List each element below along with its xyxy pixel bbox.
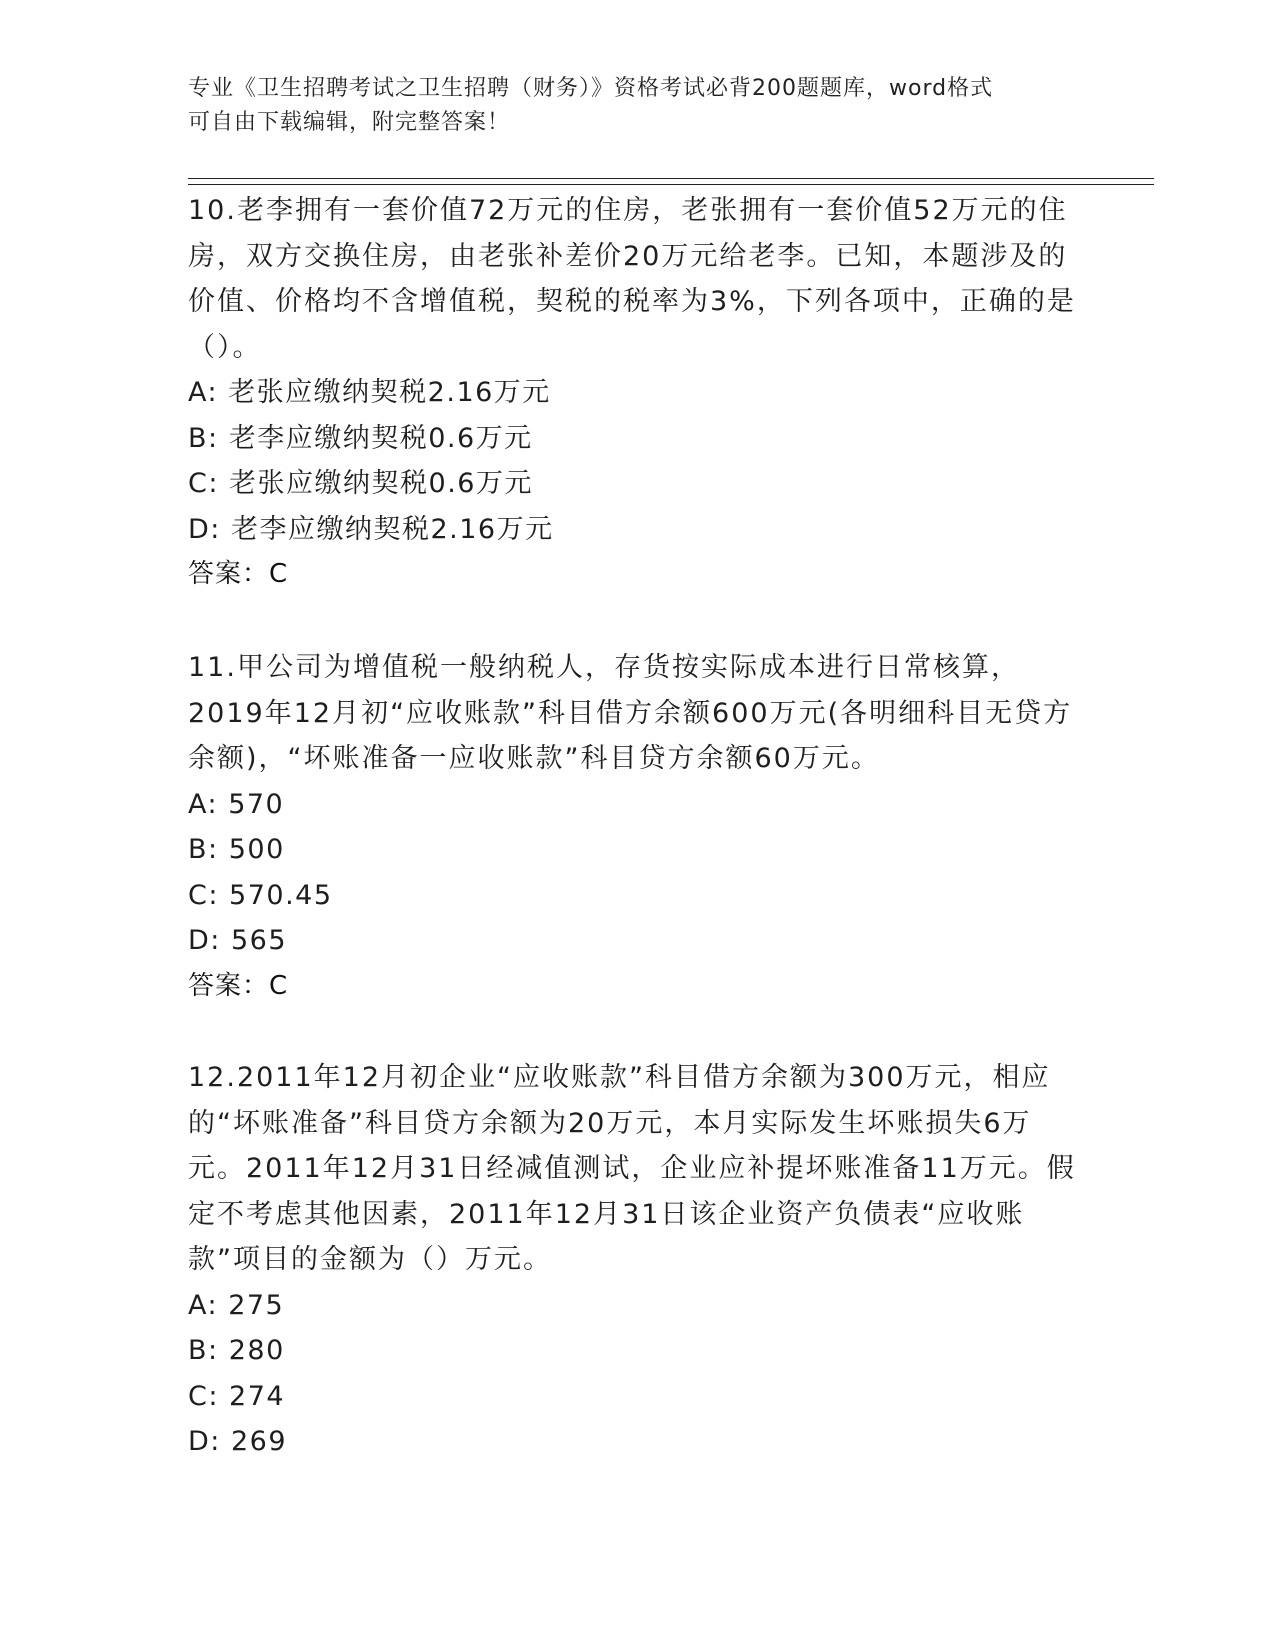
option-key: C: xyxy=(188,468,219,499)
option-key: C: xyxy=(188,879,219,911)
option-a xyxy=(188,370,1078,416)
question-stem: 11.甲公司为增值税一般纳税人，存货按实际成本进行日常核算，2019年12月初“应收账款”科目借方余额600万元(各明细科目无贷方余额)，“坏账准备一应收账款”科目贷方余额60万元。 xyxy=(188,652,1073,774)
question-12 xyxy=(188,1055,1078,1465)
option-key: B: xyxy=(188,422,219,454)
document-header xyxy=(188,72,1068,140)
header-divider-top xyxy=(188,178,1154,179)
option-text: 570 xyxy=(228,788,285,820)
option-b xyxy=(188,416,1078,462)
option-c xyxy=(188,461,1078,507)
option-text: 老李应缴纳契税0.6万元 xyxy=(228,422,533,454)
question-11 xyxy=(188,645,1078,1009)
question-stem: 10.老李拥有一套价值72万元的住房，老张拥有一套价值52万元的住房，双方交换住房，由老张补差价20万元给老李。已知，本题涉及的价值、价格均不含增值税，契税的税率为3%，下列各项中，正确的是（）。 xyxy=(188,195,1076,363)
option-c xyxy=(188,873,1078,919)
option-text: 269 xyxy=(230,1426,288,1457)
option-text: 570.45 xyxy=(229,879,333,911)
option-text: 老张应缴纳契税0.6万元 xyxy=(229,468,533,499)
option-text: 280 xyxy=(228,1335,285,1366)
answer-line: 答案：C xyxy=(188,970,289,1001)
option-text: 老张应缴纳契税2.16万元 xyxy=(228,377,551,408)
option-b xyxy=(188,827,1078,873)
header-title-line2: 可自由下载编辑，附完整答案！ xyxy=(188,110,511,135)
option-d xyxy=(188,1419,1078,1465)
option-text: 275 xyxy=(228,1289,285,1321)
option-text: 274 xyxy=(229,1380,286,1412)
option-d xyxy=(188,918,1078,964)
header-divider-bottom xyxy=(188,184,1154,185)
option-b xyxy=(188,1328,1078,1374)
option-a xyxy=(188,1283,1078,1329)
option-text: 老李应缴纳契税2.16万元 xyxy=(230,513,554,545)
option-key: A: xyxy=(188,377,219,408)
option-text: 565 xyxy=(230,925,288,956)
option-key: D: xyxy=(188,925,221,956)
option-key: A: xyxy=(188,788,219,820)
option-key: C: xyxy=(188,1380,219,1412)
option-a xyxy=(188,782,1078,828)
option-key: D: xyxy=(188,1426,221,1457)
option-key: D: xyxy=(188,513,221,545)
option-d xyxy=(188,507,1078,553)
question-stem: 12.2011年12月初企业“应收账款”科目借方余额为300万元，相应的“坏账准备”科目贷方余额为20万元，本月实际发生坏账损失6万元。2011年12月31日经减值测试，企业应补提坏账准备11万元。假定不考虑其他因素，2011年12月31日该企业资产负债表“应收账款”项目的金额为（）万元。 xyxy=(188,1062,1076,1275)
option-key: A: xyxy=(188,1289,219,1321)
option-c xyxy=(188,1374,1078,1420)
option-key: B: xyxy=(188,1335,219,1366)
answer-line: 答案：C xyxy=(188,559,289,589)
option-text: 500 xyxy=(228,834,285,865)
option-key: B: xyxy=(188,834,219,865)
header-title-line1: 专业《卫生招聘考试之卫生招聘（财务）》资格考试必背200题题库，word格式 xyxy=(188,76,994,101)
question-10 xyxy=(188,188,1078,598)
